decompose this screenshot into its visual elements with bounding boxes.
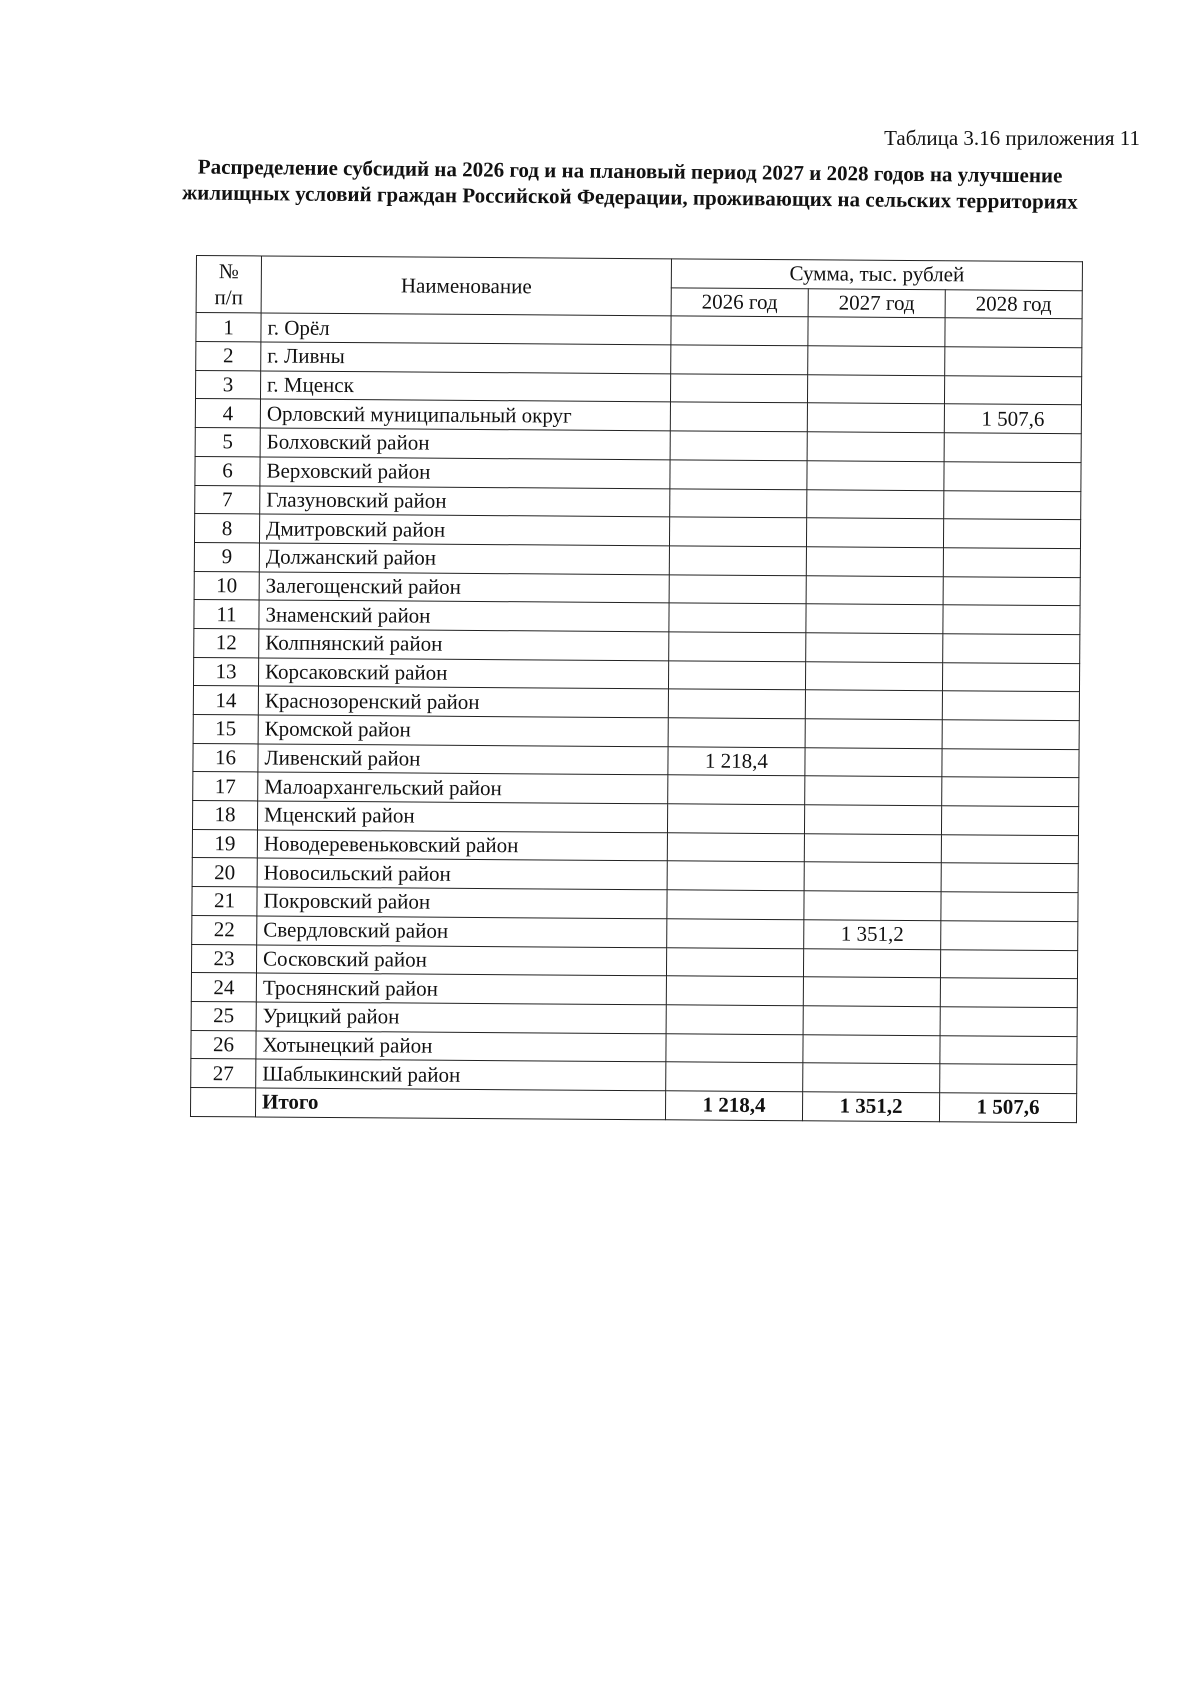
row-value-2027 <box>806 575 943 605</box>
row-value-2027 <box>808 346 945 376</box>
header-year-2026: 2026 год <box>671 288 808 318</box>
row-value-2026 <box>668 689 805 719</box>
row-value-2028 <box>945 318 1082 348</box>
row-value-2027 <box>803 1006 940 1036</box>
row-value-2028 <box>942 662 1079 692</box>
row-value-2027 <box>806 518 943 548</box>
header-name: Наименование <box>261 256 671 316</box>
row-name: Кромской район <box>258 715 668 747</box>
document-title: Распределение субсидий на 2026 год и на плановый период 2027 и 2028 годов на улучшение жилищных условий граждан Российской Федерации, проживающих на сельских территориях <box>181 154 1078 214</box>
row-value-2027 <box>806 547 943 577</box>
row-name: Корсаковский район <box>258 658 668 690</box>
row-number: 23 <box>191 944 256 973</box>
row-value-2027 <box>805 661 942 691</box>
row-number: 12 <box>194 628 259 657</box>
row-value-2026 <box>667 861 804 891</box>
row-number: 16 <box>193 743 258 772</box>
total-value-2027: 1 351,2 <box>802 1092 939 1122</box>
row-number: 4 <box>195 399 260 428</box>
row-value-2027 <box>805 747 942 777</box>
row-number: 1 <box>196 313 261 342</box>
row-value-2026 <box>667 833 804 863</box>
row-value-2026 <box>669 574 806 604</box>
row-value-2027 <box>807 432 944 462</box>
row-number: 22 <box>192 915 257 944</box>
row-number: 2 <box>196 342 261 371</box>
row-value-2026 <box>670 460 807 490</box>
row-value-2026 <box>669 632 806 662</box>
row-name: Новодеревеньковский район <box>257 830 667 862</box>
row-value-2028 <box>943 576 1080 606</box>
row-value-2026 <box>666 976 803 1006</box>
table-reference: Таблица 3.16 приложения 11 <box>884 126 1140 150</box>
row-value-2028 <box>942 691 1079 721</box>
row-value-2028 <box>941 892 1078 922</box>
row-value-2027 <box>807 375 944 405</box>
row-value-2028 <box>943 548 1080 578</box>
row-name: Дмитровский район <box>259 514 669 546</box>
row-value-2026 <box>671 345 808 375</box>
row-name: Ливенский район <box>258 744 668 776</box>
row-name: Урицкий район <box>256 1002 666 1034</box>
row-value-2026 <box>670 488 807 518</box>
row-value-2028 <box>942 720 1079 750</box>
header-num <box>196 256 261 314</box>
header-num-symbol: № <box>218 259 239 284</box>
row-value-2028 <box>945 347 1082 377</box>
row-name: Глазуновский район <box>260 485 670 517</box>
row-value-2028 <box>940 1007 1077 1037</box>
row-value-2027 <box>807 461 944 491</box>
row-value-2028 <box>940 978 1077 1008</box>
row-number: 21 <box>192 887 257 916</box>
row-value-2027 <box>803 1063 940 1093</box>
row-number: 17 <box>193 772 258 801</box>
row-number: 27 <box>191 1059 256 1088</box>
row-value-2026 <box>666 1005 803 1035</box>
row-value-2026 <box>670 374 807 404</box>
total-value-2026: 1 218,4 <box>665 1091 802 1121</box>
row-name: Верховский район <box>260 457 670 489</box>
row-number: 8 <box>194 514 259 543</box>
row-name: Покровский район <box>257 887 667 919</box>
row-value-2028 <box>941 806 1078 836</box>
header-year-2027: 2027 год <box>808 288 945 318</box>
row-value-2026 <box>668 660 805 690</box>
row-value-2028 <box>941 834 1078 864</box>
row-number: 18 <box>192 801 257 830</box>
row-name: Троснянский район <box>256 973 666 1005</box>
row-value-2027 <box>806 604 943 634</box>
row-value-2026 <box>669 603 806 633</box>
row-number: 26 <box>191 1030 256 1059</box>
total-value-2028: 1 507,6 <box>939 1093 1076 1123</box>
row-value-2026 <box>668 718 805 748</box>
row-value-2026: 1 218,4 <box>668 746 805 776</box>
row-value-2026 <box>666 1033 803 1063</box>
row-value-2028 <box>944 462 1081 492</box>
row-value-2026 <box>670 431 807 461</box>
row-name: Новосильский район <box>257 858 667 890</box>
row-value-2027 <box>805 690 942 720</box>
row-name: Краснозоренский район <box>258 686 668 718</box>
row-value-2026 <box>668 775 805 805</box>
subsidy-table <box>190 255 1083 1123</box>
row-name: г. Орёл <box>261 313 671 345</box>
row-value-2026 <box>667 919 804 949</box>
header-sum: Сумма, тыс. рублей <box>671 259 1082 291</box>
row-value-2027 <box>808 317 945 347</box>
row-value-2028 <box>942 777 1079 807</box>
row-value-2026 <box>669 517 806 547</box>
row-name: Шаблыкинский район <box>256 1059 666 1091</box>
row-value-2026 <box>666 1062 803 1092</box>
row-name: г. Мценск <box>260 371 670 403</box>
row-value-2027 <box>804 862 941 892</box>
row-name: Хотынецкий район <box>256 1031 666 1063</box>
header-year-2028: 2028 год <box>945 289 1082 319</box>
row-number: 6 <box>195 456 260 485</box>
row-name: Орловский муниципальный округ <box>260 399 670 431</box>
row-value-2028 <box>944 433 1081 463</box>
row-value-2028 <box>941 921 1078 951</box>
row-value-2028 <box>940 1064 1077 1094</box>
row-number: 20 <box>192 858 257 887</box>
row-value-2028 <box>940 949 1077 979</box>
row-value-2026 <box>666 947 803 977</box>
row-number: 19 <box>192 829 257 858</box>
row-value-2027 <box>804 891 941 921</box>
row-number: 10 <box>194 571 259 600</box>
row-name: Свердловский район <box>257 916 667 948</box>
row-number: 7 <box>195 485 260 514</box>
row-number: 24 <box>191 973 256 1002</box>
row-number: 13 <box>193 657 258 686</box>
row-value-2026 <box>667 890 804 920</box>
row-name: Колпнянский район <box>259 629 669 661</box>
row-value-2027 <box>803 977 940 1007</box>
row-value-2028 <box>944 490 1081 520</box>
row-value-2026 <box>670 402 807 432</box>
row-value-2026 <box>669 546 806 576</box>
row-value-2027 <box>803 1034 940 1064</box>
row-name: Должанский район <box>259 543 669 575</box>
row-value-2028 <box>943 519 1080 549</box>
row-value-2028: 1 507,6 <box>944 404 1081 434</box>
row-value-2027 <box>805 776 942 806</box>
row-value-2026 <box>671 316 808 346</box>
table-container <box>190 255 1083 1123</box>
row-name: Залегощенский район <box>259 572 669 604</box>
table-body <box>190 313 1082 1122</box>
row-value-2028 <box>944 375 1081 405</box>
row-value-2028 <box>940 1035 1077 1065</box>
row-value-2027 <box>805 719 942 749</box>
row-number: 14 <box>193 686 258 715</box>
row-value-2028 <box>943 605 1080 635</box>
row-value-2027 <box>804 805 941 835</box>
row-value-2027: 1 351,2 <box>804 920 941 950</box>
row-value-2027 <box>803 948 940 978</box>
header-num-abbr: п/п <box>214 285 243 310</box>
row-value-2028 <box>943 634 1080 664</box>
row-number: 11 <box>194 600 259 629</box>
row-number: 15 <box>193 714 258 743</box>
row-value-2027 <box>807 489 944 519</box>
row-value-2028 <box>941 863 1078 893</box>
total-row <box>190 1087 1076 1122</box>
total-label: Итого <box>255 1088 665 1120</box>
row-name: Знаменский район <box>259 600 669 632</box>
row-number: 9 <box>194 542 259 571</box>
row-name: г. Ливны <box>261 342 671 374</box>
row-number: 5 <box>195 428 260 457</box>
row-name: Малоархангельский район <box>258 772 668 804</box>
row-name: Мценский район <box>257 801 667 833</box>
row-value-2026 <box>667 804 804 834</box>
row-value-2027 <box>804 834 941 864</box>
row-name: Болховский район <box>260 428 670 460</box>
row-value-2027 <box>806 633 943 663</box>
total-empty-cell <box>190 1087 255 1116</box>
row-name: Сосковский район <box>256 944 666 976</box>
row-number: 25 <box>191 1001 256 1030</box>
row-number: 3 <box>195 370 260 399</box>
row-value-2028 <box>942 748 1079 778</box>
row-value-2027 <box>807 403 944 433</box>
